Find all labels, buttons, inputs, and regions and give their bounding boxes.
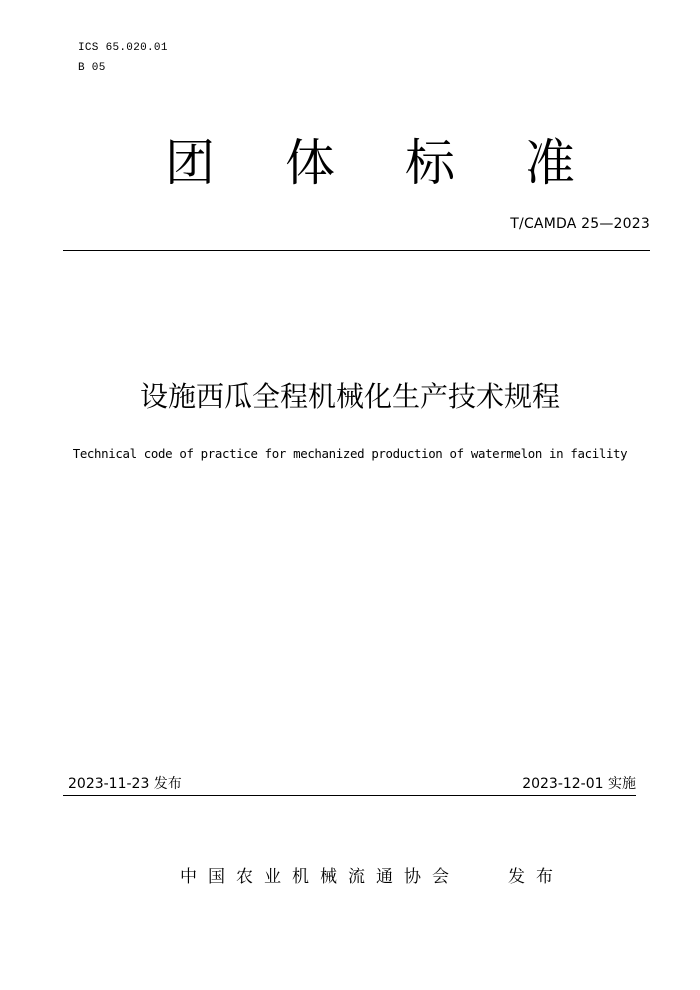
top-divider xyxy=(63,250,650,251)
category-char-4: 准 xyxy=(525,134,575,192)
english-title: Technical code of practice for mechanized production of watermelon in facility xyxy=(72,446,628,461)
publish-label: 发布 xyxy=(508,867,564,887)
bottom-divider xyxy=(63,795,636,796)
category-char-1: 团 xyxy=(165,134,215,192)
standard-number: T/CAMDA 25—2023 xyxy=(510,216,650,232)
category-char-2: 体 xyxy=(285,134,335,192)
ccs-code: B 05 xyxy=(78,62,106,74)
category-char-3: 标 xyxy=(405,134,455,192)
ics-code: ICS 65.020.01 xyxy=(78,42,168,54)
category-title xyxy=(165,132,575,194)
issue-date: 2023-11-23 发布 xyxy=(68,776,182,792)
publisher-name: 中国农业机械流通协会 xyxy=(180,867,460,887)
implementation-date: 2023-12-01 实施 xyxy=(522,776,636,792)
chinese-title: 设施西瓜全程机械化生产技术规程 xyxy=(139,380,560,413)
